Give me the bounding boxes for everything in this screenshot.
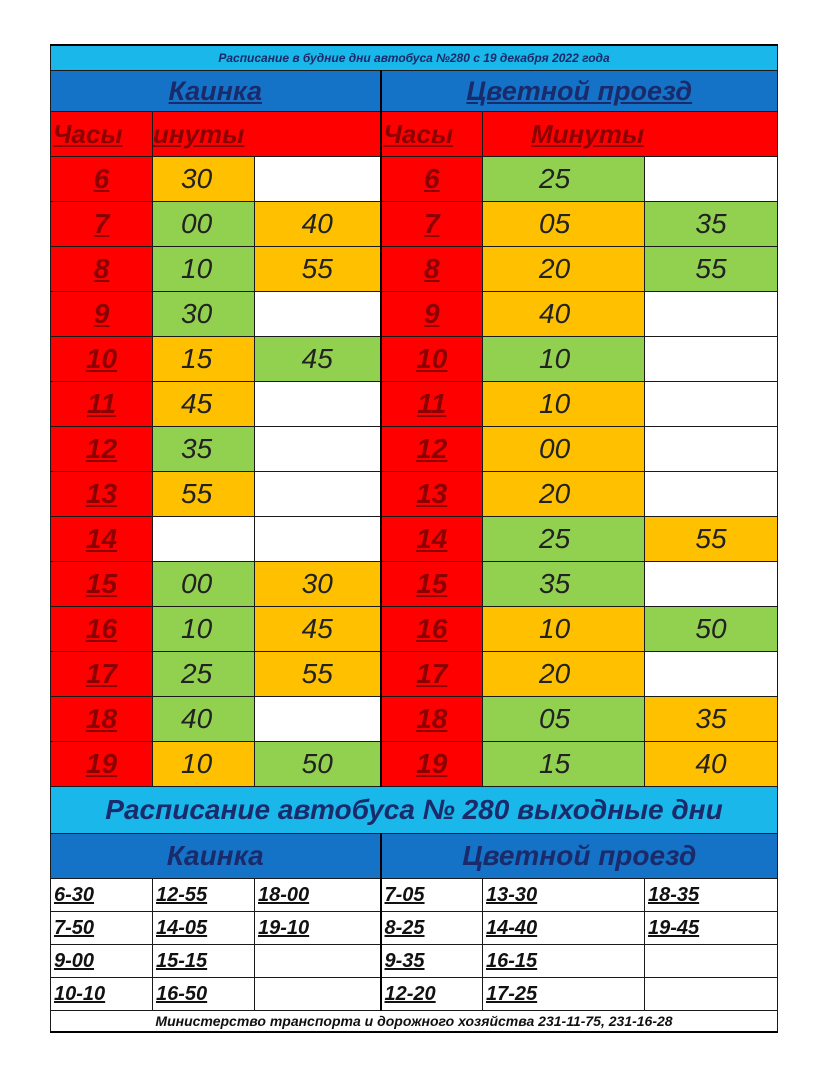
- weekend-row: [51, 945, 778, 978]
- schedule-sheet: [50, 44, 777, 1033]
- weekend-row: [51, 879, 778, 912]
- weekend-row: [51, 978, 778, 1011]
- minute-cell-left-2: [255, 292, 381, 337]
- minute-cell-left-1: 10: [153, 247, 255, 292]
- weekend-time-cell: 19-10: [255, 912, 381, 945]
- minute-cell-right-2: 35: [645, 697, 778, 742]
- minutes-header-right: Минуты: [483, 112, 778, 157]
- schedule-row: [51, 427, 778, 472]
- hour-cell-right: 19: [381, 742, 483, 787]
- weekend-title-row: [51, 787, 778, 834]
- minute-cell-left-1: 30: [153, 157, 255, 202]
- minute-cell-left-2: [255, 517, 381, 562]
- weekend-time-cell: [645, 978, 778, 1011]
- minute-cell-right-2: 35: [645, 202, 778, 247]
- minute-cell-right-1: 10: [483, 337, 645, 382]
- minute-cell-left-1: 40: [153, 697, 255, 742]
- direction-left: Каинка: [51, 71, 381, 112]
- weekend-time-cell: [255, 945, 381, 978]
- schedule-row: [51, 382, 778, 427]
- footer-contacts: Министерство транспорта и дорожного хозяйства 231-11-75, 231-16-28: [51, 1011, 778, 1033]
- hour-cell-right: 14: [381, 517, 483, 562]
- weekend-time-cell: 6-30: [51, 879, 153, 912]
- weekend-time-cell: 18-35: [645, 879, 778, 912]
- minute-cell-right-1: 05: [483, 697, 645, 742]
- weekday-title: Расписание в будние дни автобуса №280 с 19 декабря 2022 года: [51, 45, 778, 71]
- schedule-row: [51, 742, 778, 787]
- weekend-time-cell: 16-50: [153, 978, 255, 1011]
- hour-cell-left: 9: [51, 292, 153, 337]
- weekend-time-cell: 15-15: [153, 945, 255, 978]
- minute-cell-left-2: [255, 157, 381, 202]
- minute-cell-right-2: [645, 157, 778, 202]
- schedule-row: [51, 607, 778, 652]
- hour-cell-right: 18: [381, 697, 483, 742]
- hour-cell-right: 15: [381, 562, 483, 607]
- weekend-time-cell: 7-05: [381, 879, 483, 912]
- minute-cell-right-1: 25: [483, 517, 645, 562]
- hour-cell-left: 18: [51, 697, 153, 742]
- hour-cell-left: 10: [51, 337, 153, 382]
- hour-cell-left: 15: [51, 562, 153, 607]
- minute-cell-right-1: 10: [483, 607, 645, 652]
- minute-cell-left-1: 10: [153, 607, 255, 652]
- weekend-row: [51, 912, 778, 945]
- footer-row: [51, 1011, 778, 1033]
- hour-cell-left: 17: [51, 652, 153, 697]
- weekend-time-cell: 17-25: [483, 978, 645, 1011]
- minute-cell-right-1: 35: [483, 562, 645, 607]
- weekend-direction-row: [51, 834, 778, 879]
- minute-cell-right-1: 20: [483, 472, 645, 517]
- weekend-direction-right: Цветной проезд: [381, 834, 778, 879]
- minute-cell-left-1: 00: [153, 202, 255, 247]
- schedule-row: [51, 337, 778, 382]
- weekend-time-cell: 13-30: [483, 879, 645, 912]
- schedule-row: [51, 517, 778, 562]
- hour-cell-right: 6: [381, 157, 483, 202]
- schedule-row: [51, 652, 778, 697]
- hour-cell-left: 13: [51, 472, 153, 517]
- hour-cell-right: 11: [381, 382, 483, 427]
- minute-cell-left-2: 55: [255, 247, 381, 292]
- hour-cell-right: 8: [381, 247, 483, 292]
- minute-cell-left-2: 50: [255, 742, 381, 787]
- minute-cell-right-2: 40: [645, 742, 778, 787]
- minute-cell-left-2: [255, 427, 381, 472]
- hour-cell-left: 19: [51, 742, 153, 787]
- hour-cell-left: 7: [51, 202, 153, 247]
- hour-cell-left: 6: [51, 157, 153, 202]
- hour-cell-right: 13: [381, 472, 483, 517]
- weekend-time-cell: [645, 945, 778, 978]
- minute-cell-left-2: [255, 382, 381, 427]
- hour-cell-left: 11: [51, 382, 153, 427]
- minute-cell-right-1: 10: [483, 382, 645, 427]
- minute-cell-left-1: 15: [153, 337, 255, 382]
- minute-cell-right-2: [645, 472, 778, 517]
- schedule-row: [51, 292, 778, 337]
- minute-cell-left-2: 55: [255, 652, 381, 697]
- minute-cell-left-1: 25: [153, 652, 255, 697]
- weekend-time-cell: 18-00: [255, 879, 381, 912]
- minute-cell-left-2: 45: [255, 337, 381, 382]
- weekend-time-cell: 19-45: [645, 912, 778, 945]
- minute-cell-right-2: [645, 652, 778, 697]
- hours-header-left: Часы: [51, 112, 153, 157]
- weekend-direction-left: Каинка: [51, 834, 381, 879]
- weekend-time-cell: 14-40: [483, 912, 645, 945]
- minute-cell-left-1: 00: [153, 562, 255, 607]
- minute-cell-right-1: 00: [483, 427, 645, 472]
- schedule-row: [51, 202, 778, 247]
- minute-cell-right-1: 20: [483, 652, 645, 697]
- minute-cell-left-2: [255, 697, 381, 742]
- minute-cell-left-1: 55: [153, 472, 255, 517]
- hour-cell-left: 8: [51, 247, 153, 292]
- weekend-time-cell: 7-50: [51, 912, 153, 945]
- hour-cell-right: 17: [381, 652, 483, 697]
- hour-cell-right: 10: [381, 337, 483, 382]
- hour-cell-left: 16: [51, 607, 153, 652]
- schedule-row: [51, 697, 778, 742]
- hour-cell-right: 9: [381, 292, 483, 337]
- hour-cell-right: 12: [381, 427, 483, 472]
- minute-cell-left-2: 45: [255, 607, 381, 652]
- schedule-row: [51, 247, 778, 292]
- minute-cell-right-2: [645, 337, 778, 382]
- minute-cell-right-2: [645, 562, 778, 607]
- minute-cell-right-2: 55: [645, 247, 778, 292]
- minute-cell-left-1: [153, 517, 255, 562]
- weekend-time-cell: 12-20: [381, 978, 483, 1011]
- minute-cell-left-1: 30: [153, 292, 255, 337]
- hour-cell-right: 7: [381, 202, 483, 247]
- hour-cell-left: 14: [51, 517, 153, 562]
- schedule-row: [51, 562, 778, 607]
- minutes-header-left: инуты: [153, 112, 381, 157]
- hour-cell-right: 16: [381, 607, 483, 652]
- minute-cell-right-1: 25: [483, 157, 645, 202]
- hours-header-right: Часы: [381, 112, 483, 157]
- weekend-time-cell: [255, 978, 381, 1011]
- minute-cell-right-1: 40: [483, 292, 645, 337]
- direction-right: Цветной проезд: [381, 71, 778, 112]
- minute-cell-right-1: 20: [483, 247, 645, 292]
- minute-cell-left-1: 35: [153, 427, 255, 472]
- weekend-time-cell: 14-05: [153, 912, 255, 945]
- weekend-time-cell: 10-10: [51, 978, 153, 1011]
- weekend-time-cell: 8-25: [381, 912, 483, 945]
- weekend-time-cell: 9-00: [51, 945, 153, 978]
- weekend-time-cell: 9-35: [381, 945, 483, 978]
- minute-cell-right-2: [645, 292, 778, 337]
- minute-cell-right-2: [645, 427, 778, 472]
- minute-cell-right-2: 55: [645, 517, 778, 562]
- minute-cell-left-2: 30: [255, 562, 381, 607]
- hour-cell-left: 12: [51, 427, 153, 472]
- schedule-row: [51, 472, 778, 517]
- weekend-time-cell: 16-15: [483, 945, 645, 978]
- minute-cell-right-2: 50: [645, 607, 778, 652]
- weekend-time-cell: 12-55: [153, 879, 255, 912]
- minute-cell-left-1: 10: [153, 742, 255, 787]
- minute-cell-left-2: [255, 472, 381, 517]
- minute-cell-right-1: 15: [483, 742, 645, 787]
- weekend-title: Расписание автобуса № 280 выходные дни: [51, 787, 778, 834]
- schedule-row: [51, 157, 778, 202]
- minute-cell-left-2: 40: [255, 202, 381, 247]
- minute-cell-right-1: 05: [483, 202, 645, 247]
- minute-cell-left-1: 45: [153, 382, 255, 427]
- schedule-table: [50, 44, 778, 1033]
- minute-cell-right-2: [645, 382, 778, 427]
